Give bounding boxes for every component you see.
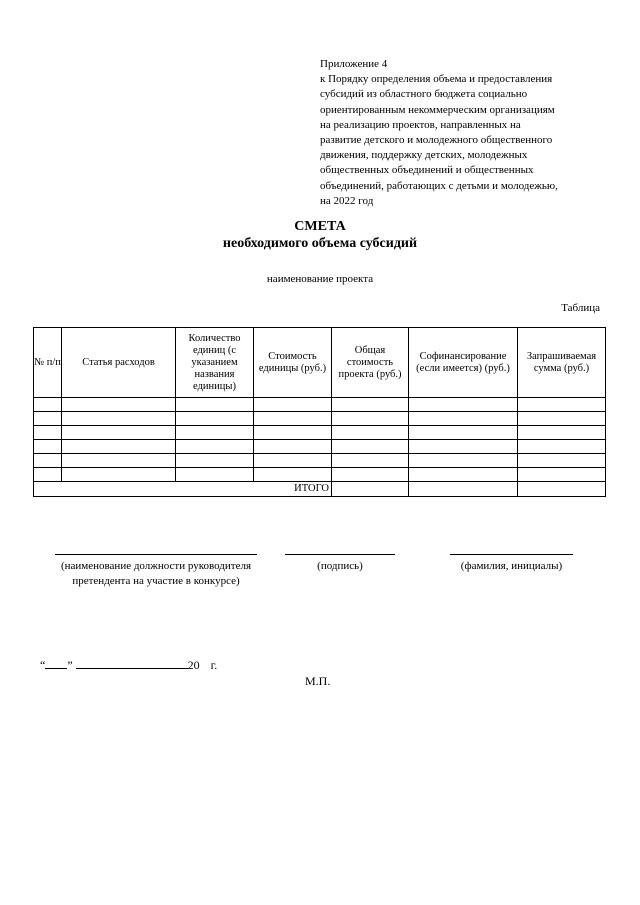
table-cell[interactable] [62, 440, 176, 454]
table-row [34, 426, 606, 440]
table-cell[interactable] [332, 412, 409, 426]
table-cell[interactable] [409, 412, 518, 426]
table-cell[interactable] [34, 468, 62, 482]
appendix-line: общественных объединений и общественных [320, 164, 534, 177]
year-prefix: 20 [187, 658, 200, 672]
date-open-quote: “ [40, 658, 46, 672]
total-cell-total-cost[interactable] [332, 482, 409, 497]
project-name-caption: наименование проекта [266, 273, 374, 285]
table-row [34, 412, 606, 426]
table-cell[interactable] [254, 440, 332, 454]
table-row [34, 398, 606, 412]
appendix-line: на 2022 год [320, 194, 374, 207]
full-name-caption: (фамилия, инициалы) [460, 560, 563, 572]
position-caption: (наименование должности руководителя претендента на участие в конкурсе) [60, 560, 252, 587]
title-main: СМЕТА [294, 219, 346, 234]
col-header-total-cost: Общая стоимость проекта (руб.) [332, 328, 409, 398]
table-cell[interactable] [254, 426, 332, 440]
table-cell[interactable] [518, 468, 606, 482]
position-signature-line[interactable] [55, 554, 257, 555]
table-cell[interactable] [62, 426, 176, 440]
table-header-row [34, 328, 606, 398]
month-blank[interactable] [76, 656, 188, 669]
table-cell[interactable] [332, 426, 409, 440]
table-cell[interactable] [254, 398, 332, 412]
appendix-line: развитие детского и молодежного общественного [320, 134, 553, 147]
col-header-quantity: Количество единиц (с указанием названия единицы) [176, 328, 254, 398]
table-cell[interactable] [62, 398, 176, 412]
table-cell[interactable] [518, 426, 606, 440]
table-cell[interactable] [176, 468, 254, 482]
table-cell[interactable] [34, 454, 62, 468]
total-cell-requested-amount[interactable] [518, 482, 606, 497]
seal-placeholder: М.П. [305, 674, 331, 688]
table-cell[interactable] [409, 468, 518, 482]
table-cell[interactable] [409, 440, 518, 454]
table-cell[interactable] [518, 440, 606, 454]
col-header-cofinancing: Софинансирование (если имеется) (руб.) [409, 328, 518, 398]
budget-table [33, 327, 606, 497]
table-cell[interactable] [409, 398, 518, 412]
signature-line[interactable] [285, 554, 395, 555]
table-cell[interactable] [62, 468, 176, 482]
table-cell[interactable] [254, 454, 332, 468]
table-cell[interactable] [62, 412, 176, 426]
table-cell[interactable] [254, 412, 332, 426]
table-cell[interactable] [409, 454, 518, 468]
table-caption: Таблица [561, 302, 600, 314]
year-suffix: г. [210, 658, 218, 672]
date-line [40, 656, 217, 673]
total-cell-cofinancing[interactable] [409, 482, 518, 497]
table-row [34, 440, 606, 454]
full-name-line[interactable] [450, 554, 573, 555]
appendix-line: субсидий из областного бюджета социально [320, 88, 528, 101]
appendix-line: к Порядку определения объема и предоставления [320, 73, 553, 86]
appendix-line: объединений, работающих с детьми и молодежью, [320, 179, 558, 192]
appendix-line: на реализацию проектов, направленных на [320, 118, 521, 131]
table-cell[interactable] [332, 440, 409, 454]
table-cell[interactable] [332, 454, 409, 468]
appendix-note [320, 57, 612, 209]
table-cell[interactable] [34, 398, 62, 412]
table-cell[interactable] [254, 468, 332, 482]
col-header-requested-amount: Запрашиваемая сумма (руб.) [518, 328, 606, 398]
table-cell[interactable] [518, 412, 606, 426]
table-cell[interactable] [34, 412, 62, 426]
col-header-unit-cost: Стоимость единицы (руб.) [254, 328, 332, 398]
signature-caption: (подпись) [317, 560, 363, 572]
table-cell[interactable] [332, 398, 409, 412]
document-title [0, 218, 640, 252]
appendix-line: движения, поддержку детских, молодежных [320, 149, 528, 162]
table-total-row [34, 482, 606, 497]
table-cell[interactable] [34, 440, 62, 454]
day-blank[interactable] [45, 656, 67, 669]
total-label: ИТОГО [34, 482, 332, 497]
table-cell[interactable] [518, 398, 606, 412]
table-row [34, 454, 606, 468]
table-cell[interactable] [176, 426, 254, 440]
table-cell[interactable] [176, 398, 254, 412]
table-cell[interactable] [518, 454, 606, 468]
table-cell[interactable] [62, 454, 176, 468]
table-cell[interactable] [409, 426, 518, 440]
appendix-line: ориентированным некоммерческим организациям [320, 103, 555, 116]
appendix-line: Приложение 4 [320, 58, 388, 70]
table-cell[interactable] [176, 412, 254, 426]
date-close-quote: ” [67, 658, 73, 672]
table-cell[interactable] [176, 454, 254, 468]
col-header-expense-item: Статья расходов [62, 328, 176, 398]
title-sub: необходимого объема субсидий [222, 236, 418, 251]
col-header-number: № п/п [34, 328, 62, 398]
table-cell[interactable] [34, 426, 62, 440]
table-cell[interactable] [332, 468, 409, 482]
table-cell[interactable] [176, 440, 254, 454]
table-row [34, 468, 606, 482]
